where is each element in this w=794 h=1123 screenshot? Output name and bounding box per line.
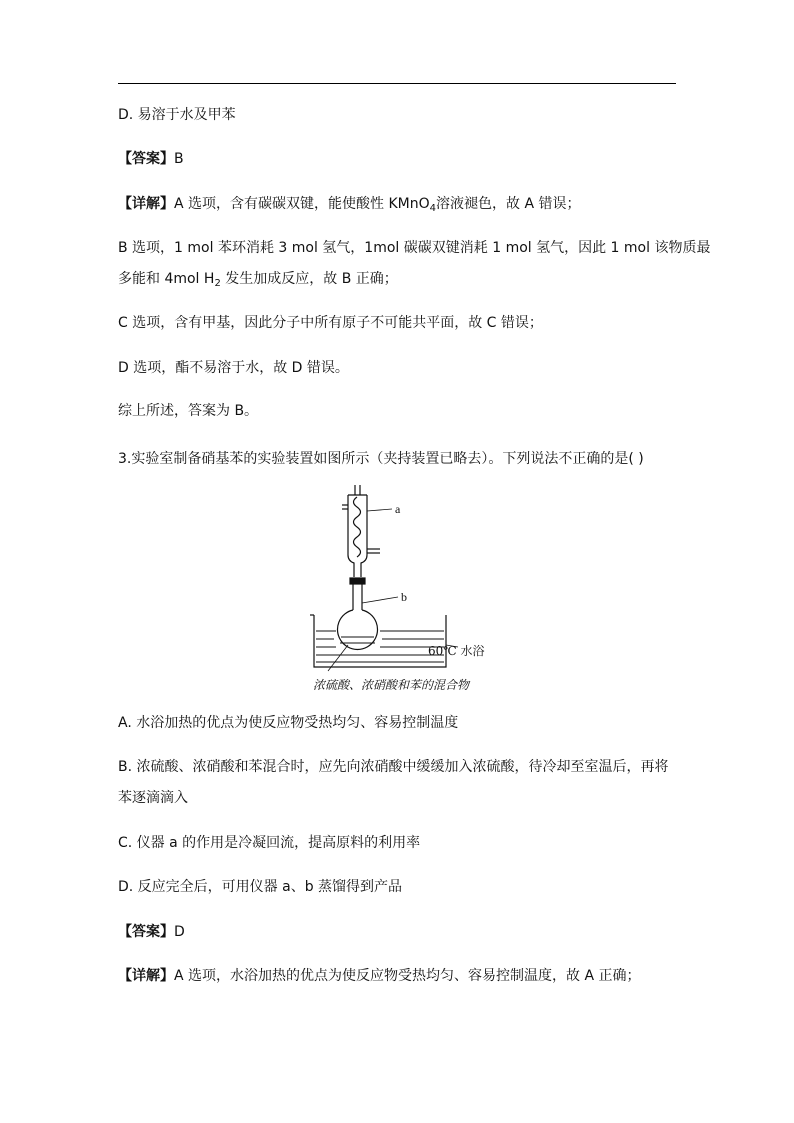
label-b: b xyxy=(401,590,407,604)
q3-answer xyxy=(118,922,185,942)
q2-explain-b-line1: B 选项，1 mol 苯环消耗 3 mol 氢气，1mol 碳碳双键消耗 1 mol 氢气，因此 1 mol 该物质最 xyxy=(118,240,711,256)
q2-option-d: D. 易溶于水及甲苯 xyxy=(118,107,236,123)
q2-explain-a xyxy=(118,194,581,219)
answer-tag: 【答案】 xyxy=(118,151,174,167)
q2-answer xyxy=(118,149,184,169)
explain-tag: 【详解】 xyxy=(118,968,174,984)
q3-option-d: D. 反应完全后，可用仪器 a、b 蒸馏得到产品 xyxy=(118,879,403,895)
explain-b-sub: 2 xyxy=(214,278,221,289)
q3-option-b-line1: B. 浓硫酸、浓硝酸和苯混合时，应先向浓硝酸中缓缓加入浓硫酸，待冷却至室温后，再将 xyxy=(118,759,669,775)
explain-b-post: 发生加成反应，故 B 正确； xyxy=(220,271,398,287)
q2-explain-c: C 选项，含有甲基，因此分子中所有原子不可能共平面，故 C 错误； xyxy=(118,315,543,331)
label-bath: 60℃ 水浴 xyxy=(428,644,485,658)
q3-option-a: A. 水浴加热的优点为使反应物受热均匀、容易控制温度 xyxy=(118,715,459,731)
q2-explain-d: D 选项，酯不易溶于水，故 D 错误。 xyxy=(118,360,349,376)
explain-a-sub: 4 xyxy=(429,203,437,214)
explain-b-pre: 多能和 4mol H xyxy=(118,271,215,287)
q2-summary: 综上所述，答案为 B。 xyxy=(118,403,259,419)
answer-tag: 【答案】 xyxy=(118,924,174,940)
label-a: a xyxy=(395,502,401,516)
q3-stem: 3.实验室制备硝基苯的实验装置如图所示（夹持装置已略去）。下列说法不正确的是( ) xyxy=(118,451,644,467)
explain-text: A 选项，水浴加热的优点为使反应物受热均匀、容易控制温度，故 A 正确； xyxy=(174,968,641,984)
q3-option-c: C. 仪器 a 的作用是冷凝回流，提高原料的利用率 xyxy=(118,835,421,851)
figure-caption: 浓硫酸、浓硝酸和苯的混合物 xyxy=(313,678,470,692)
q2-explain-b-line2 xyxy=(118,269,398,294)
header-rule xyxy=(118,83,676,84)
apparatus-figure xyxy=(300,485,500,695)
explain-tag: 【详解】 xyxy=(118,196,174,212)
answer-value: B xyxy=(174,151,184,167)
answer-value: D xyxy=(174,924,185,940)
explain-a-post: 溶液褪色，故 A 错误； xyxy=(436,196,581,212)
q3-option-b-line2: 苯逐滴滴入 xyxy=(118,790,188,806)
explain-a-pre: A 选项，含有碳碳双键，能使酸性 KMnO xyxy=(174,196,430,212)
q3-explain-a xyxy=(118,966,641,986)
